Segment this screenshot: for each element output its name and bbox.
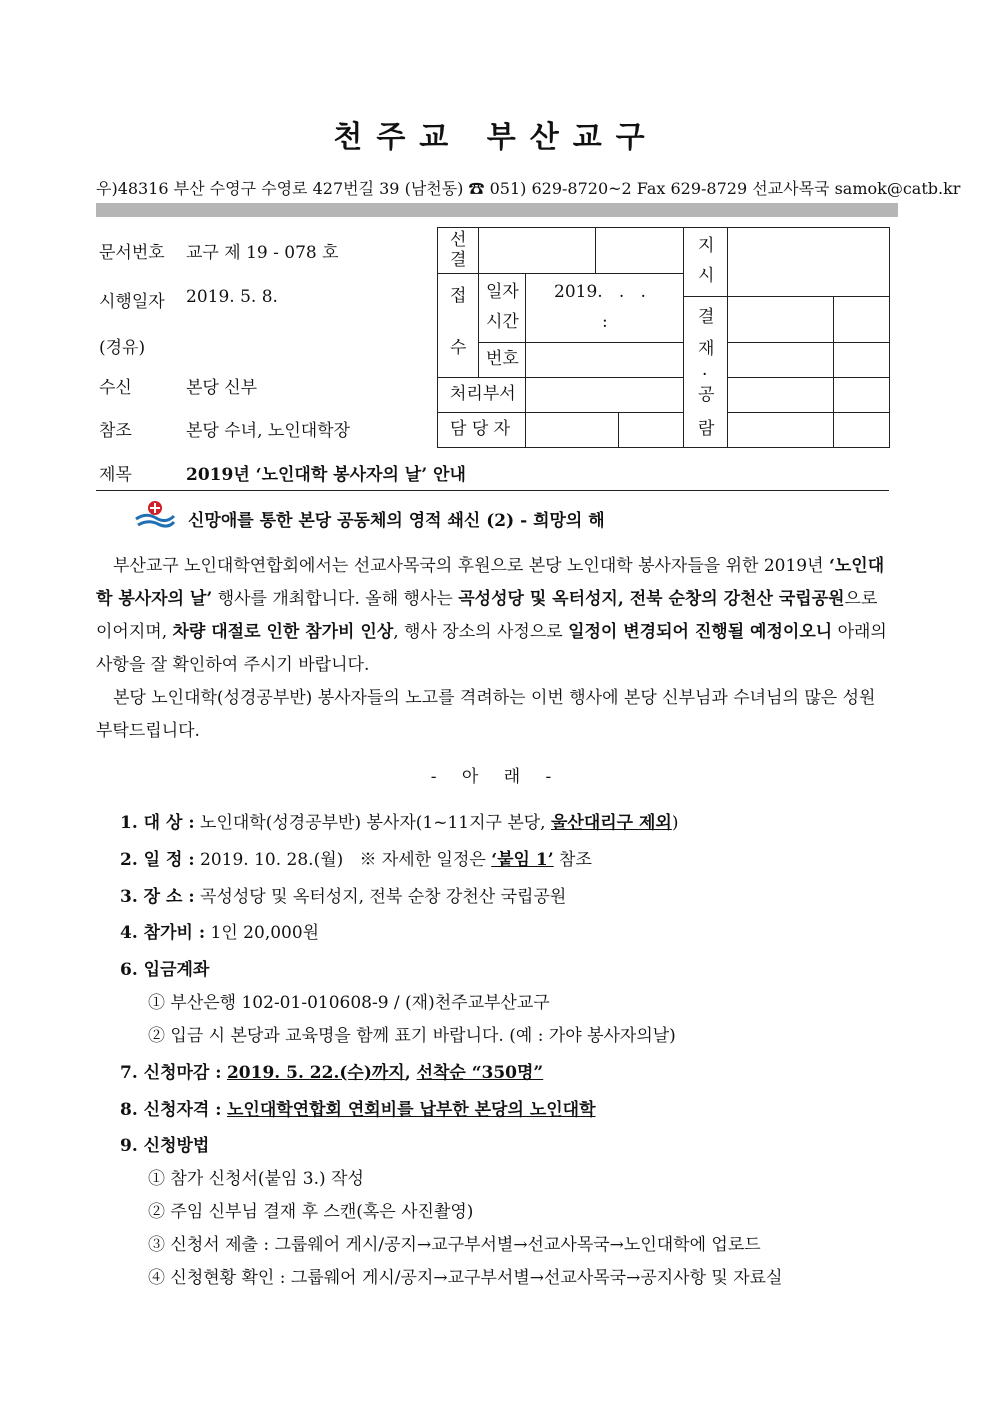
- diocese-logo-icon: [134, 499, 176, 531]
- gyeoljae-char: 재: [698, 339, 715, 359]
- issue-date-value: 2019. 5. 8.: [186, 287, 278, 307]
- item-label: 2. 일 정 :: [120, 850, 195, 870]
- text-run-underlined: 선착순 “350명”: [416, 1063, 544, 1083]
- item-label: 9. 신청방법: [120, 1136, 210, 1156]
- recipient-value: 본당 신부: [186, 378, 258, 398]
- text-run-underlined: 2019. 5. 22.(수)까지: [226, 1063, 405, 1083]
- subject-divider: [96, 490, 889, 491]
- number-value-cell: [525, 342, 684, 378]
- jeobsu-char: 접: [450, 286, 467, 306]
- text-run: 참조: [553, 850, 592, 870]
- number-label: 번호: [486, 349, 519, 369]
- approval-sign-cell: [727, 377, 834, 413]
- doc-number-value: 교구 제 19 - 078 호: [186, 243, 339, 263]
- date-label: 일자: [486, 282, 519, 302]
- item-account: [120, 955, 209, 980]
- text-run: , 행사 장소의 사정으로: [393, 622, 569, 642]
- issue-date-label: 시행일자: [99, 292, 165, 312]
- approval-sign-cell: [833, 296, 890, 343]
- item-label: 6. 입금계좌: [120, 960, 210, 980]
- approval-sign-cell: [833, 377, 890, 413]
- method-sub-3: ③ 신청서 제출 : 그룹웨어 게시/공지→교구부서별→선교사목국→노인대학에 업로드: [148, 1235, 761, 1255]
- jeobsu-cell: [437, 273, 479, 378]
- gyeoljae-char: ·: [702, 365, 708, 385]
- person-label-cell: [437, 412, 526, 448]
- item-label: 1. 대 상 :: [120, 813, 195, 833]
- date-time-value-cell: [525, 273, 684, 343]
- slogan: 신망애를 통한 본당 공동체의 영적 쇄신 (2) - 희망의 해: [188, 511, 605, 531]
- item-label: 7. 신청마감 :: [120, 1063, 222, 1083]
- gyeoljae-char: 람: [698, 419, 715, 439]
- seongyeol-blank-1: [478, 227, 596, 274]
- arae-heading: - 아 래 -: [430, 767, 562, 787]
- item-label: 3. 장 소 :: [120, 887, 195, 907]
- item-label: 8. 신청자격 :: [120, 1100, 222, 1120]
- date-time-label-cell: [478, 273, 526, 343]
- item-deadline: [120, 1058, 543, 1083]
- method-sub-1: ① 참가 신청서(붙임 3.) 작성: [148, 1169, 364, 1189]
- address-divider-bar: [96, 203, 898, 217]
- text-run-bold: 일정이 변경되어 진행될 예정이오니: [568, 622, 833, 642]
- text-run: 2019. 10. 28.(월) ※ 자세한 일정은: [194, 850, 492, 870]
- dept-value-cell: [525, 377, 684, 413]
- person-value-cell-1: [525, 412, 619, 448]
- text-run: ): [671, 813, 679, 833]
- approval-sign-cell: [727, 342, 834, 378]
- gyeoljae-cell: [683, 296, 728, 448]
- seongyeol-char: 결: [450, 250, 467, 270]
- text-run-underlined: 울산대리구 제외: [550, 813, 672, 833]
- person-value-cell-2: [618, 412, 684, 448]
- text-run: ,: [404, 1063, 417, 1083]
- item-method: [120, 1131, 209, 1156]
- approval-sign-cell: [833, 342, 890, 378]
- time-label: 시간: [486, 312, 519, 332]
- page-title: 천주교 부산교구: [333, 120, 659, 155]
- account-sub-2: ② 입금 시 본당과 교육명을 함께 표기 바랍니다. (예 : 가야 봉사자의날): [148, 1026, 676, 1046]
- account-sub-1: ① 부산은행 102-01-010608-9 / (재)천주교부산교구: [148, 993, 550, 1013]
- item-label: 4. 참가비 :: [120, 923, 206, 943]
- method-sub-2: ② 주임 신부님 결재 후 스캔(혹은 사진촬영): [148, 1202, 474, 1222]
- item-place: [120, 882, 566, 907]
- seongyeol-blank-2: [595, 227, 684, 274]
- subject-label: 제목: [99, 465, 132, 485]
- text-run: 부산교구 노인대학연합회에서는 선교사목국의 후원으로 본당 노인대학 봉사자들을 위한 2019년: [113, 556, 829, 576]
- jeobsu-char: 수: [450, 338, 467, 358]
- via-label: (경유): [99, 338, 146, 358]
- item-fee: [120, 918, 319, 943]
- address-line: 우)48316 부산 수영구 수영로 427번길 39 (남천동) ☎ 051) 629-8720~2 Fax 629-8729 선교사목국 samok@catb.kr: [96, 179, 961, 198]
- item-target: [120, 808, 679, 833]
- item-schedule: [120, 845, 592, 870]
- item-qualification: [120, 1095, 596, 1120]
- dept-label: 처리부서: [450, 384, 516, 404]
- text-run: 으로 이어지며,: [96, 589, 878, 642]
- jisi-value-cell: [727, 227, 890, 297]
- text-run: 노인대학(성경공부반) 봉사자(1~11지구 본당,: [194, 813, 551, 833]
- jisi-char: 시: [698, 266, 715, 286]
- dept-label-cell: [437, 377, 526, 413]
- body-paragraph-1: [96, 550, 896, 682]
- time-value: :: [602, 312, 608, 332]
- date-value: 2019. . .: [554, 282, 646, 302]
- gyeoljae-char: 공: [698, 385, 715, 405]
- number-label-cell: [478, 342, 526, 378]
- gyeoljae-char: 결: [698, 307, 715, 327]
- text-run-underlined: ‘붙임 1’: [491, 850, 554, 870]
- text-run-bold: 차량 대절로 인한 참가비 인상: [172, 622, 394, 642]
- reference-value: 본당 수녀, 노인대학장: [186, 421, 351, 441]
- text-run: 아래의 사항을 잘 확인하여 주시기 바랍니다.: [96, 622, 887, 675]
- subject-value: 2019년 ‘노인대학 봉사자의 날’ 안내: [186, 465, 466, 485]
- person-label: 담 당 자: [450, 419, 511, 439]
- text-run-bold: ‘노인대학 봉사자의 날’: [96, 556, 885, 609]
- reference-label: 참조: [99, 421, 132, 441]
- text-run: 곡성성당 및 옥터성지, 전북 순창 강천산 국립공원: [194, 887, 567, 907]
- approval-sign-cell: [727, 296, 834, 343]
- doc-number-label: 문서번호: [99, 243, 165, 263]
- body-paragraph-2: 본당 노인대학(성경공부반) 봉사자들의 노고를 격려하는 이번 행사에 본당 신부님과 수녀님의 많은 성원 부탁드립니다.: [96, 688, 876, 741]
- jisi-char: 지: [698, 236, 715, 256]
- approval-sign-cell: [727, 412, 834, 448]
- text-run-underlined: 노인대학연합회 연회비를 납부한 본당의 노인대학: [226, 1100, 596, 1120]
- recipient-label: 수신: [99, 378, 132, 398]
- text-run-bold: 곡성성당 및 옥터성지, 전북 순창의 강천산 국립공원: [458, 589, 845, 609]
- seongyeol-cell: [437, 227, 479, 274]
- jisi-cell: [683, 227, 728, 297]
- text-run: 1인 20,000원: [205, 923, 320, 943]
- seongyeol-char: 선: [450, 230, 467, 250]
- text-run: 행사를 개최합니다. 올해 행사는: [212, 589, 459, 609]
- method-sub-4: ④ 신청현황 확인 : 그룹웨어 게시/공지→교구부서별→선교사목국→공지사항 및 자료실: [148, 1268, 783, 1288]
- approval-sign-cell: [833, 412, 890, 448]
